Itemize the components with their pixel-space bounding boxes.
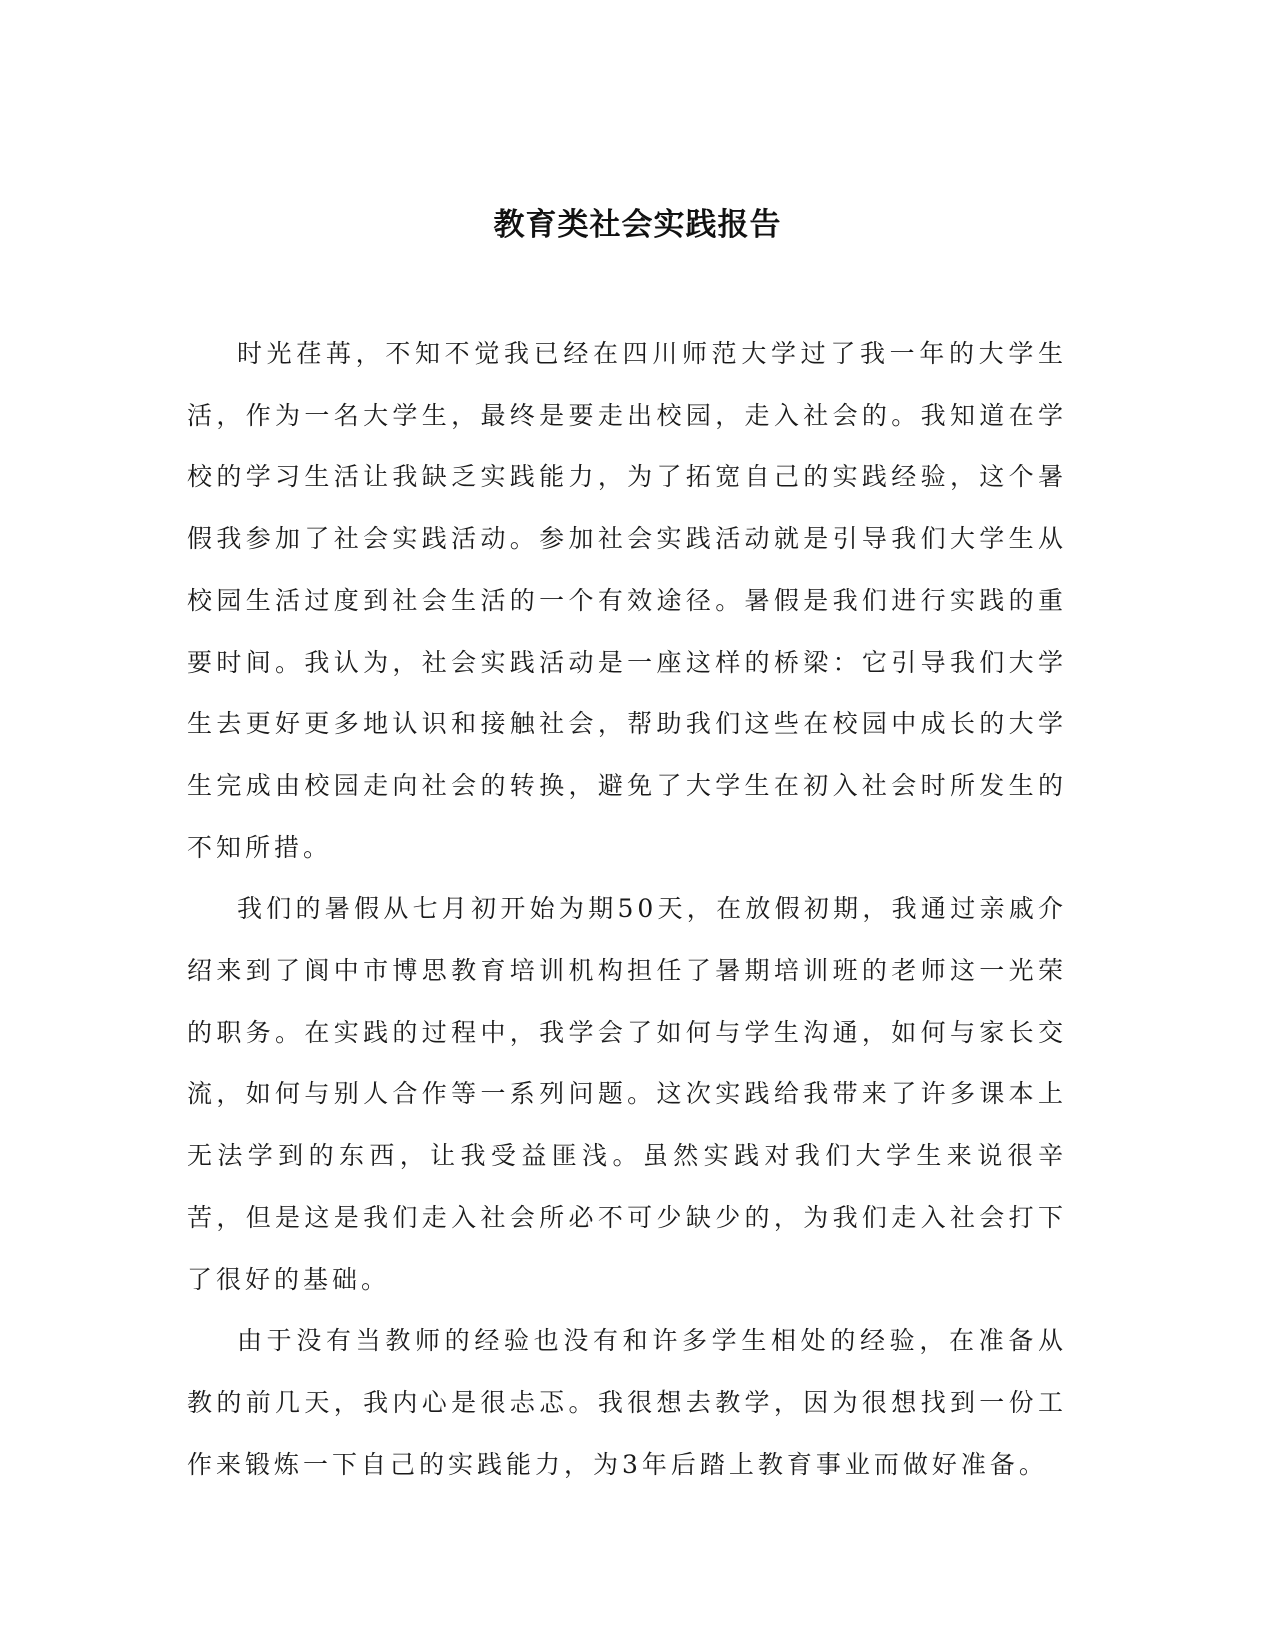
paragraph-1: 时光荏苒，不知不觉我已经在四川师范大学过了我一年的大学生活，作为一名大学生，最终是要走出校园，走入社会的。我知道在学校的学习生活让我缺乏实践能力，为了拓宽自己的实践经验，这个暑假我参加了社会实践活动。参加社会实践活动就是引导我们大学生从校园生活过度到社会生活的一个有效途径。暑假是我们进行实践的重要时间。我认为，社会实践活动是一座这样的桥梁：它引导我们大学生去更好更多地认识和接触社会，帮助我们这些在校园中成长的大学生完成由校园走向社会的转换，避免了大学生在初入社会时所发生的不知所措。 (187, 339, 1067, 862)
paragraph-3: 由于没有当教师的经验也没有和许多学生相处的经验，在准备从教的前几天，我内心是很忐忑。我很想去教学，因为很想找到一份工作来锻炼一下自己的实践能力，为3年后踏上教育事业而做好准备。 (187, 1326, 1067, 1479)
document-title: 教育类社会实践报告 (493, 207, 782, 243)
document-body (187, 323, 1067, 1495)
paragraph-2: 我们的暑假从七月初开始为期50天，在放假初期，我通过亲戚介绍来到了阆中市博思教育培训机构担任了暑期培训班的老师这一光荣的职务。在实践的过程中，我学会了如何与学生沟通，如何与家长交流，如何与别人合作等一系列问题。这次实践给我带来了许多课本上无法学到的东西，让我受益匪浅。虽然实践对我们大学生来说很辛苦，但是这是我们走入社会所必不可少缺少的，为我们走入社会打下了很好的基础。 (187, 894, 1067, 1294)
